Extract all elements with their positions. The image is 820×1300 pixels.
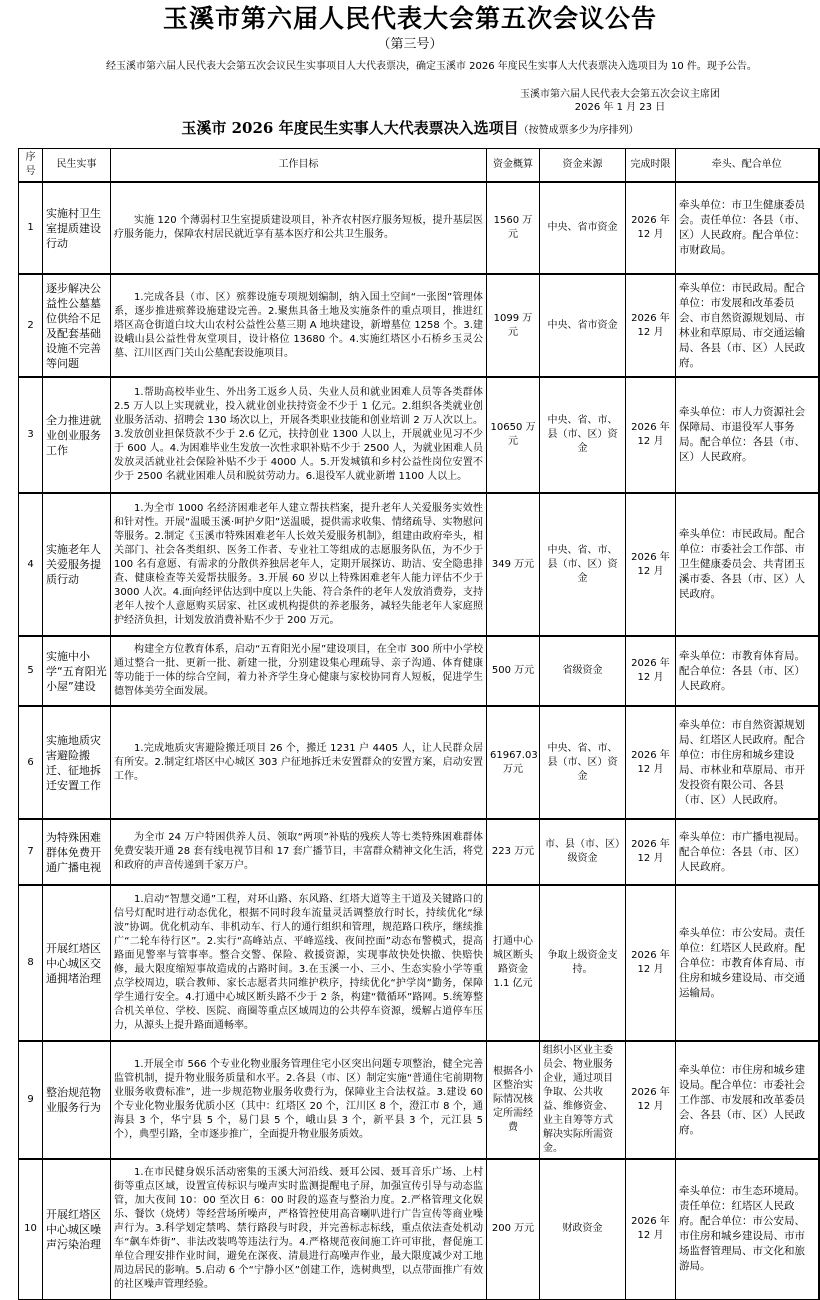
col-header-no: 序号	[19, 149, 43, 183]
row-source: 争取上级资金支持。	[540, 885, 626, 1041]
row-goal: 1.启动“智慧交通”工程，对环山路、东风路、红塔大道等主干道及关键路口的信号灯配时进行动态优化，根据不同时段车流量灵活调整放行时长，持续优化“绿波”协调。优化机动车、非机动车、行人的通行组织和管理，规范路口秩序，继续推广“二轮车待行区”。2.实行“高峰站点、平峰巡线、夜间控面”动态布警模式，提高路面见警率与管事率。整合交警、保险、救援资源，实现事故快处快撤、快赔快修，最大限度缩短事故造成的占路时间。3.在玉溪一小、三小、生态实验小学等重点学校周边，联合教师、家长志愿者共同维护秩序，持续优化“护学岗”勤务，保障学生通行安全。4.打通中心城区断头路不少于 2 条，构建“微循环”路网。5.统筹整合机关单位、学校、医院、商圈等重点区域周边的公共停车资源，缓解占道停车压力，从源头上提升路面通畅率。	[111, 885, 487, 1041]
row-goal: 1.为全市 1000 名经济困难老年人建立帮扶档案，提升老年人关爱服务实效性和针对性。开展“温暖玉溪·呵护夕阳”送温暖，提供需求收集、情绪疏导、实物慰问等服务。2.制定《玉溪市特殊困难老年人长效关爱服务机制》，组建由政府牵头，相关部门、社会各类组织、医务工作者、专业社工等组成的志愿服务队伍，为不少于 100 名有意愿、有需求的分散供养独居老年人，定期开展探访、助洁、安全隐患排查、健康检查等关爱帮扶服务。3.开展 60 岁以上特殊困难老年人能力评估不少于 3000 人次。4.面向经评估达到中度以上失能、符合条件的老年人发放消费券，支持老年人按个人意愿购买居家、社区或机构提供的养老服务，减轻失能老年人家庭照护经济负担，计划发放消费补贴不少于 200 万元。	[111, 493, 487, 636]
row-deadline: 2026 年 12 月	[626, 274, 676, 377]
row-no: 10	[19, 1159, 43, 1299]
row-item: 逐步解决公益性公墓墓位供给不足及配套基础设施不完善等问题	[43, 274, 111, 377]
row-no: 9	[19, 1041, 43, 1159]
row-units: 牵头单位：市教育体育局。配合单位：各县（市、区）人民政府。	[676, 636, 819, 706]
table-row	[19, 1159, 819, 1299]
col-header-budget: 资金概算	[487, 149, 540, 183]
row-source: 市、县（市、区）级资金	[540, 819, 626, 885]
row-deadline: 2026 年 12 月	[626, 885, 676, 1041]
row-deadline: 2026 年 12 月	[626, 1041, 676, 1159]
row-source: 中央、省市资金	[540, 182, 626, 274]
row-source: 中央、省、市、县（市、区）资金	[540, 706, 626, 819]
row-deadline: 2026 年 12 月	[626, 493, 676, 636]
col-header-goal: 工作目标	[111, 149, 487, 183]
row-budget: 223 万元	[487, 819, 540, 885]
row-goal: 1.完成各县（市、区）殡葬设施专项规划编制，纳入国土空间“一张图”管理体系，逐步推进殡葬设施建设完善。2.聚焦具备土地及实施条件的重点项目，推进红塔区高仓街道白坟大山农村公益性公墓三期 A 地块建设，新增墓位 1258 个。3.建设峨山县公益性骨灰堂项目，设计格位 13680 个。4.实施红塔区小石桥乡玉灵公墓、江川区西门关山公墓配套设施项目。	[111, 274, 487, 377]
col-header-source: 资金来源	[540, 149, 626, 183]
col-header-units: 牵头、配合单位	[676, 149, 819, 183]
announcement-date: 2026 年 1 月 23 日	[574, 102, 666, 113]
signature-block	[500, 88, 740, 114]
row-budget: 349 万元	[487, 493, 540, 636]
row-units: 牵头单位：市民政局。配合单位：市发展和改革委员会、市自然资源规划局、市林业和草原局、市交通运输局、各县（市、区）人民政府。	[676, 274, 819, 377]
row-budget: 1560 万元	[487, 182, 540, 274]
table-row	[19, 706, 819, 819]
row-budget: 61967.03 万元	[487, 706, 540, 819]
row-budget: 10650 万元	[487, 377, 540, 493]
col-header-deadline: 完成时限	[626, 149, 676, 183]
row-budget: 500 万元	[487, 636, 540, 706]
table-row	[19, 636, 819, 706]
row-deadline: 2026 年 12 月	[626, 706, 676, 819]
signer: 玉溪市第六届人民代表大会第五次会议主席团	[520, 89, 720, 100]
row-item: 开展红塔区中心城区噪声污染治理	[43, 1159, 111, 1299]
col-header-item: 民生实事	[43, 149, 111, 183]
row-no: 1	[19, 182, 43, 274]
row-deadline: 2026 年 12 月	[626, 182, 676, 274]
row-goal: 为全市 24 万户特困供养人员、领取“两项”补贴的残疾人等七类特殊困难群体免费安装开通 28 套有线电视节目和 17 套广播节目，丰富群众精神文化生活，将党和政府的声音传递到千家万户。	[111, 819, 487, 885]
row-source: 中央、省、市、县（市、区）资金	[540, 493, 626, 636]
row-budget: 1099 万元	[487, 274, 540, 377]
row-units: 牵头单位：市生态环境局。责任单位：红塔区人民政府。配合单位：市公安局、市住房和城乡建设局、市市场监督管理局、市文化和旅游局。	[676, 1159, 819, 1299]
table-row	[19, 493, 819, 636]
row-item: 全力推进就业创业服务工作	[43, 377, 111, 493]
row-item: 整治规范物业服务行为	[43, 1041, 111, 1159]
row-source: 中央、省、市、县（市、区）资金	[540, 377, 626, 493]
row-no: 4	[19, 493, 43, 636]
table-title-note: （按赞成票多少为序排列）	[518, 125, 639, 136]
row-units: 牵头单位：市住房和城乡建设局。配合单位：市委社会工作部、市发展和改革委员会、各县（市、区）人民政府。	[676, 1041, 819, 1159]
row-no: 5	[19, 636, 43, 706]
table-row	[19, 182, 819, 274]
row-item: 开展红塔区中心城区交通拥堵治理	[43, 885, 111, 1041]
row-units: 牵头单位：市卫生健康委员会。责任单位：各县（市、区）人民政府。配合单位：市财政局。	[676, 182, 819, 274]
row-goal: 1.开展全市 566 个专业化物业服务管理住宅小区突出问题专项整治，健全完善监管机制，提升物业服务质量和水平。2.各县（市、区）制定实施“普通住宅前期物业服务收费标准”，进一步规范物业服务收费行为，保障业主合法权益。3.建设 60 个专业化物业服务优质小区（其中：红塔区 20 个，江川区 8 个，澄江市 8 个，通海县 3 个，华宁县 5 个，易门县 5 个，峨山县 3 个，新平县 3 个，元江县 5 个），典型引路，全市逐步推广，全面提升物业服务质效。	[111, 1041, 487, 1159]
table-row	[19, 274, 819, 377]
issue-number: （第三号）	[377, 37, 443, 52]
row-source: 财政资金	[540, 1159, 626, 1299]
table-row	[19, 819, 819, 885]
table-title-text: 玉溪市 2026 年度民生实事人大代表票决入选项目	[181, 119, 519, 137]
row-units: 牵头单位：市人力资源社会保障局、市退役军人事务局。配合单位：各县（市、区）人民政府。	[676, 377, 819, 493]
row-no: 8	[19, 885, 43, 1041]
row-units: 牵头单位：市自然资源规划局、红塔区人民政府。配合单位：市住房和城乡建设局、市林业和草原局、市开发投资有限公司、各县（市、区）人民政府。	[676, 706, 819, 819]
table-title	[0, 117, 820, 142]
row-goal: 构建全方位教育体系，启动“五育阳光小屋”建设项目，在全市 300 所中小学校通过整合一批、更新一批、新建一批，分别建设集心理疏导、亲子沟通、体育健康等功能于一体的综合空间，着力补齐学生身心健康与家校协同育人短板，促进学生德智体美劳全面发展。	[111, 636, 487, 706]
table-row	[19, 1041, 819, 1159]
announcement-title: 玉溪市第六届人民代表大会第五次会议公告	[162, 4, 657, 33]
projects-table	[18, 148, 820, 1300]
row-units: 牵头单位：市公安局。责任单位：红塔区人民政府。配合单位：市教育体育局、市住房和城乡建设局、市交通运输局。	[676, 885, 819, 1041]
row-deadline: 2026 年 12 月	[626, 377, 676, 493]
row-deadline: 2026 年 12 月	[626, 636, 676, 706]
row-goal: 1.在市民健身娱乐活动密集的玉溪大河沿线、聂耳公园、聂耳音乐广场、上村街等重点区域，设置宣传标识与噪声实时监测提醒电子屏，加强宣传引导与动态监管，加大夜间 10：00 至次日 6：00 时段的巡查与整治力度。2.严格管理文化娱乐、餐饮（烧烤）等经营场所噪声，严格管控使用高音喇叭进行广告宣传等商业噪声行为。3.科学划定禁鸣、禁行路段与时段，并完善标志标线，重点依法查处机动车“飙车炸街”、非法改装鸣等违法行为。4.严格规范夜间施工许可审批，督促施工单位合理安排作业时间，避免在深夜、清晨进行高噪声作业，最大限度减少对工地周边居民的影响。5.启动 6 个“宁静小区”创建工作，选树典型，以点带面推广有效的社区噪声管理经验。	[111, 1159, 487, 1299]
row-item: 实施地质灾害避险搬迁、征地拆迁安置工作	[43, 706, 111, 819]
row-deadline: 2026 年 12 月	[626, 819, 676, 885]
row-item: 实施老年人关爱服务提质行动	[43, 493, 111, 636]
table-row	[19, 885, 819, 1041]
row-budget: 200 万元	[487, 1159, 540, 1299]
row-item: 实施村卫生室提质建设行动	[43, 182, 111, 274]
table-row	[19, 377, 819, 493]
row-source: 组织小区业主委员会、物业服务企业，通过项目争取、公共收益、维修资金、业主自筹等方式解决实际所需资金。	[540, 1041, 626, 1159]
row-deadline: 2026 年 12 月	[626, 1159, 676, 1299]
row-no: 2	[19, 274, 43, 377]
row-goal: 1.完成地质灾害避险搬迁项目 26 个，搬迁 1231 户 4405 人，让人民群众居有所安。2.制定红塔区中心城区 303 户征地拆迁未安置群众的安置方案，启动安置工作。	[111, 706, 487, 819]
row-no: 6	[19, 706, 43, 819]
announcement-intro: 经玉溪市第六届人民代表大会第五次会议民生实事项目人大代表票决，确定玉溪市 2026 年度民生实事人大代表票决入选项目为 10 件。现予公告。	[106, 61, 757, 72]
row-no: 7	[19, 819, 43, 885]
table-header-row	[19, 149, 819, 183]
row-source: 中央、省市资金	[540, 274, 626, 377]
row-units: 牵头单位：市广播电视局。配合单位：各县（市、区）人民政府。	[676, 819, 819, 885]
row-units: 牵头单位：市民政局。配合单位：市委社会工作部、市卫生健康委员会、共青团玉溪市委、各县（市、区）人民政府。	[676, 493, 819, 636]
row-item: 为特殊困难群体免费开通广播电视	[43, 819, 111, 885]
row-source: 省级资金	[540, 636, 626, 706]
row-no: 3	[19, 377, 43, 493]
row-goal: 1.帮助高校毕业生、外出务工返乡人员、失业人员和就业困难人员等各类群体 2.5 万人以上实现就业，投入就业创业扶持资金不少于 1 亿元。2.组织各类就业创业服务活动、招聘会 130 场次以上，开展各类职业技能和创业培训 2 万人次以上。3.发放创业担保贷款不少于 2.6 亿元，扶持创业 1300 人以上，开展就业见习不少于 600 人。4.为困难毕业生发放一次性求职补贴不少于 2500 人，为就业困难人员发放灵活就业社会保险补贴不少于 4000 人。5.开发城镇和乡村公益性岗位安置不少于 2500 名就业困难人员和脱贫劳动力。6.退役军人就业新增 1100 人以上。	[111, 377, 487, 493]
row-budget: 打通中心城区断头路资金 1.1 亿元	[487, 885, 540, 1041]
row-item: 实施中小学“五育阳光小屋”建设	[43, 636, 111, 706]
row-budget: 根据各小区整治实际情况核定所需经费	[487, 1041, 540, 1159]
row-goal: 实施 120 个薄弱村卫生室提质建设项目，补齐农村医疗服务短板，提升基层医疗服务能力，保障农村居民就近享有基本医疗和公共卫生服务。	[111, 182, 487, 274]
